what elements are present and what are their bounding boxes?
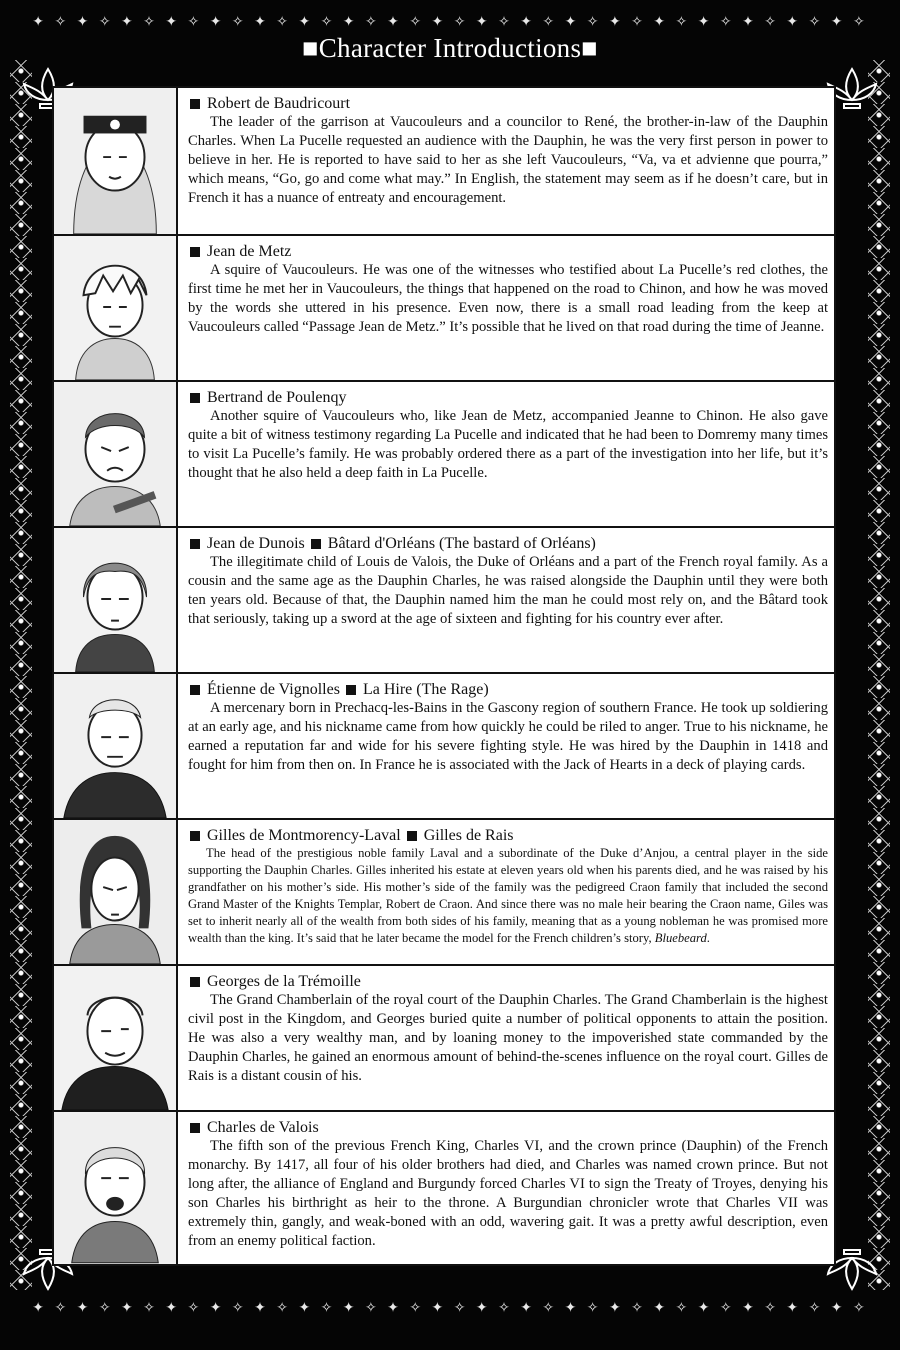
character-name: Robert de Baudricourt [207,95,351,112]
character-text [188,534,828,629]
portrait-dunois [54,528,178,672]
character-name: Jean de Metz [207,243,292,260]
character-text [188,972,828,1086]
left-ornament [10,60,32,1290]
character-description: A mercenary born in Prechacq-les-Bains in the Gascony region of southern France. He took up soldiering at an early age, and his nickname came from how quickly he could be riled to anger. True to his nickname, he earned a reputation far and wide for his severe fighting style. He was hired by the Dauphin in 1418 and fought for him from then on. In France he is associated with the Jack of Hearts in a deck of playing cards. [188,700,828,773]
top-ornament: ✦ ✧ ✦ ✧ ✦ ✧ ✦ ✧ ✦ ✧ ✦ ✧ ✦ ✧ ✦ ✧ ✦ ✧ ✦ ✧ ✦ ✧ ✦ ✧ ✦ ✧ ✦ ✧ ✦ ✧ ✦ ✧ ✦ ✧ ✦ ✧ ✦ ✧ [32,14,868,30]
character-name: Jean de Dunois [207,535,305,552]
bottom-ornament: ✦ ✧ ✦ ✧ ✦ ✧ ✦ ✧ ✦ ✧ ✦ ✧ ✦ ✧ ✦ ✧ ✦ ✧ ✦ ✧ ✦ ✧ ✦ ✧ ✦ ✧ ✦ ✧ ✦ ✧ ✦ ✧ ✦ ✧ ✦ ✧ ✦ ✧ [32,1300,868,1316]
character-alias: Gilles de Rais [423,827,514,844]
character-name: Charles de Valois [207,1119,319,1136]
character-description: The fifth son of the previous French King, Charles VI, and the crown prince (Dauphin) of the French monarchy. By 1417, all four of his older brothers had died, and Charles was named crown prince. But not long after, the alliance of England and Burgundy forced Charles VI to sign the Treaty of Troyes, denying his son Charles his birthright as heir to the throne. A Burgundian chronicler wrote that Charles VII was extremely thin, gangly, and weak-boned with an odd, wavering gait. It was a pretty awful description, even from an enemy political faction. [188,1138,828,1249]
character-text [188,680,828,775]
character-alias: Bâtard d'Orléans (The bastard of Orléans) [327,535,596,552]
character-row-dunois [54,528,834,674]
italic-title: Bluebeard [654,931,707,945]
character-row-tremoille [54,966,834,1112]
character-description: The Grand Chamberlain of the royal court of the Dauphin Charles. The Grand Chamberlain is the highest civil post in the Kingdom, and Georges buried quite a number of political opponents to attain the position. He was also a very wealthy man, and by loaning money to the impoverished state commanded by the Dauphin Charles, he gained an enormous amount of behind-the-scenes influence on the royal court. Gilles de Rais is a distant cousin of his. [188,992,828,1084]
character-text [188,388,828,483]
character-name: Étienne de Vignolles [207,681,340,698]
character-description: The leader of the garrison at Vaucouleurs and a councilor to René, the brother-in-law of the Dauphin Charles. When La Pucelle requested an audience with the Dauphin, he was the very first person in power to believe in her. He is reported to have said to her as she left Vaucouleurs, “Va, va et advienne que pourra,” which means, “Go, go and come what may.” In English, the statement may seem as if he doesn’t care, but in French it has a nuance of entreaty and encouragement. [188,114,828,206]
character-row-montmorency [54,820,834,966]
portrait-baudricourt [54,88,178,234]
portrait-tremoille [54,966,178,1110]
character-alias: La Hire (The Rage) [362,681,489,698]
character-text [188,94,828,208]
page-title: ■Character Introductions■ [302,32,598,63]
character-description: The head of the prestigious noble family Laval and a subordinate of the Duke d’Anjou, a central player in the side supporting the Dauphin Charles. Gilles inherited his estate at eleven years old when his parents died, and he was raised by his grandfather on his mother’s side. His mother’s side of the family was the pedigreed Craon family that included the second Grand Master of the Knights Templar, Robert de Craon. And since there was no male heir bearing the Craon name, Giles was set to inherit nearly all of the wealth from both sides of his family, meaning that as a young nobleman he was promised more wealth than the king. It’s said that he later became the model for the French children’s story, Bluebeard. [188,846,828,945]
portrait-poulenqy [54,382,178,526]
portrait-metz [54,236,178,380]
character-description: The illegitimate child of Louis de Valois, the Duke of Orléans and a part of the French royal family. As a cousin and the same age as the Dauphin Charles, he was raised alongside the Dauphin until they were both ten years old. Because of that, the Dauphin named him the man he could most rely on, and the Bâtard took that seriously, taking up a sword at the age of sixteen and fighting for his country ever after. [188,554,828,627]
character-table [52,86,836,1266]
right-ornament [868,60,890,1290]
character-name: Georges de la Trémoille [207,973,361,990]
character-name: Bertrand de Poulenqy [207,389,347,406]
character-text [188,1118,828,1250]
character-description: A squire of Vaucouleurs. He was one of the witnesses who testified about La Pucelle’s red clothes, the first time he met her in Vaucouleurs, the things that happened on the road to Chinon, and how he was moved by the words she uttered in his presence. Even now, there is a small road leading from the keep at Vaucouleurs called “Passage Jean de Metz.” It’s possible that he lived on that road during the time of Jeanne. [188,262,828,335]
character-name: Gilles de Montmorency-Laval [207,827,401,844]
character-text [188,826,828,947]
portrait-montmorency [54,820,178,964]
character-row-baudricourt [54,88,834,236]
portrait-valois [54,1112,178,1264]
character-row-poulenqy [54,382,834,528]
character-description: Another squire of Vaucouleurs who, like Jean de Metz, accompanied Jeanne to Chinon. He also gave quite a bit of witness testimony regarding La Pucelle and indicated that he had been to Domremy many times to visit La Pucelle’s family. He was probably ordered there as a part of the investigation into her life, but it’s thought that he also held a deep faith in La Pucelle. [188,408,828,481]
portrait-vignolles [54,674,178,818]
title-bar [0,28,900,68]
character-row-vignolles [54,674,834,820]
character-text [188,242,828,337]
character-row-metz [54,236,834,382]
character-row-valois [54,1112,834,1264]
